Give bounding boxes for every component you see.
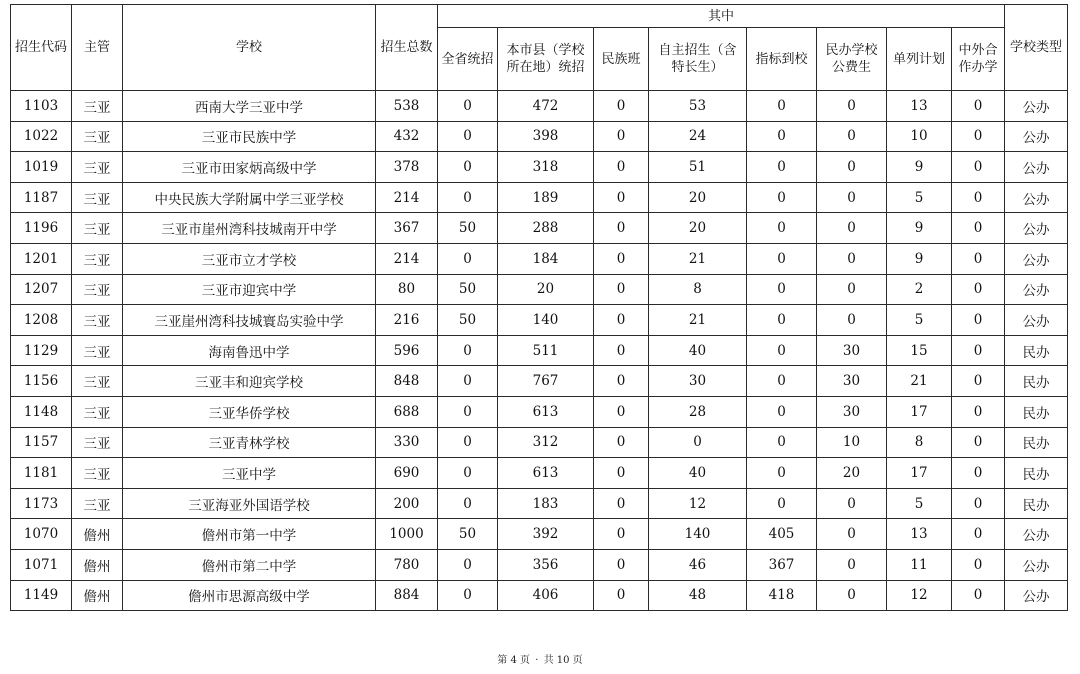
cell-total: 214 bbox=[376, 243, 438, 274]
cell-separate-plan: 9 bbox=[887, 152, 952, 183]
cell-sino-foreign: 0 bbox=[952, 182, 1005, 213]
cell-independent: 51 bbox=[649, 152, 747, 183]
cell-ethnic-class: 0 bbox=[594, 91, 649, 122]
cell-total: 200 bbox=[376, 488, 438, 519]
cell-ethnic-class: 0 bbox=[594, 182, 649, 213]
cell-school-type: 公办 bbox=[1005, 213, 1068, 244]
table-header bbox=[11, 5, 1068, 91]
cell-local-county: 184 bbox=[498, 243, 594, 274]
cell-supervisor: 三亚 bbox=[72, 152, 123, 183]
cell-independent: 40 bbox=[649, 335, 747, 366]
cell-province-unified: 0 bbox=[438, 182, 498, 213]
cell-independent: 12 bbox=[649, 488, 747, 519]
cell-school: 海南鲁迅中学 bbox=[123, 335, 376, 366]
cell-local-county: 318 bbox=[498, 152, 594, 183]
cell-supervisor: 儋州 bbox=[72, 519, 123, 550]
cell-separate-plan: 12 bbox=[887, 580, 952, 611]
cell-school-type: 民办 bbox=[1005, 458, 1068, 489]
page-total: 共 10 页 bbox=[543, 655, 583, 666]
cell-code: 1149 bbox=[11, 580, 72, 611]
cell-supervisor: 三亚 bbox=[72, 182, 123, 213]
cell-private-public-funded: 0 bbox=[817, 580, 887, 611]
cell-local-county: 392 bbox=[498, 519, 594, 550]
cell-separate-plan: 2 bbox=[887, 274, 952, 305]
cell-quota-to-school: 0 bbox=[747, 305, 817, 336]
cell-code: 1070 bbox=[11, 519, 72, 550]
cell-total: 214 bbox=[376, 182, 438, 213]
cell-supervisor: 三亚 bbox=[72, 243, 123, 274]
cell-local-county: 140 bbox=[498, 305, 594, 336]
cell-sino-foreign: 0 bbox=[952, 243, 1005, 274]
cell-province-unified: 0 bbox=[438, 91, 498, 122]
table-body bbox=[11, 91, 1068, 611]
cell-school-type: 公办 bbox=[1005, 152, 1068, 183]
cell-code: 1196 bbox=[11, 213, 72, 244]
cell-total: 848 bbox=[376, 366, 438, 397]
table-row bbox=[11, 305, 1068, 336]
cell-sino-foreign: 0 bbox=[952, 580, 1005, 611]
cell-private-public-funded: 0 bbox=[817, 121, 887, 152]
cell-supervisor: 三亚 bbox=[72, 427, 123, 458]
cell-school-type: 公办 bbox=[1005, 243, 1068, 274]
cell-quota-to-school: 0 bbox=[747, 335, 817, 366]
cell-sino-foreign: 0 bbox=[952, 488, 1005, 519]
cell-local-county: 406 bbox=[498, 580, 594, 611]
cell-private-public-funded: 0 bbox=[817, 549, 887, 580]
table-row bbox=[11, 427, 1068, 458]
cell-school-type: 民办 bbox=[1005, 427, 1068, 458]
header-quota-to-school: 指标到校 bbox=[747, 28, 817, 91]
cell-province-unified: 0 bbox=[438, 458, 498, 489]
cell-independent: 21 bbox=[649, 243, 747, 274]
cell-school: 儋州市思源高级中学 bbox=[123, 580, 376, 611]
cell-sino-foreign: 0 bbox=[952, 213, 1005, 244]
cell-ethnic-class: 0 bbox=[594, 396, 649, 427]
page-footer bbox=[0, 651, 1080, 666]
cell-school: 三亚中学 bbox=[123, 458, 376, 489]
cell-province-unified: 0 bbox=[438, 152, 498, 183]
cell-school-type: 民办 bbox=[1005, 488, 1068, 519]
cell-school: 三亚市立才学校 bbox=[123, 243, 376, 274]
cell-province-unified: 0 bbox=[438, 335, 498, 366]
cell-province-unified: 0 bbox=[438, 396, 498, 427]
cell-sino-foreign: 0 bbox=[952, 305, 1005, 336]
header-ethnic-class: 民族班 bbox=[594, 28, 649, 91]
cell-private-public-funded: 0 bbox=[817, 91, 887, 122]
cell-quota-to-school: 0 bbox=[747, 488, 817, 519]
cell-ethnic-class: 0 bbox=[594, 243, 649, 274]
cell-local-county: 183 bbox=[498, 488, 594, 519]
cell-independent: 8 bbox=[649, 274, 747, 305]
table-row bbox=[11, 519, 1068, 550]
cell-code: 1148 bbox=[11, 396, 72, 427]
header-supervisor: 主管 bbox=[72, 5, 123, 91]
cell-total: 330 bbox=[376, 427, 438, 458]
cell-quota-to-school: 405 bbox=[747, 519, 817, 550]
cell-private-public-funded: 0 bbox=[817, 488, 887, 519]
cell-independent: 48 bbox=[649, 580, 747, 611]
cell-total: 80 bbox=[376, 274, 438, 305]
cell-code: 1173 bbox=[11, 488, 72, 519]
table-row bbox=[11, 121, 1068, 152]
cell-ethnic-class: 0 bbox=[594, 580, 649, 611]
table-row bbox=[11, 213, 1068, 244]
cell-local-county: 767 bbox=[498, 366, 594, 397]
cell-code: 1181 bbox=[11, 458, 72, 489]
cell-total: 596 bbox=[376, 335, 438, 366]
cell-separate-plan: 9 bbox=[887, 213, 952, 244]
cell-separate-plan: 13 bbox=[887, 91, 952, 122]
cell-independent: 30 bbox=[649, 366, 747, 397]
cell-separate-plan: 21 bbox=[887, 366, 952, 397]
cell-sino-foreign: 0 bbox=[952, 549, 1005, 580]
cell-sino-foreign: 0 bbox=[952, 152, 1005, 183]
cell-quota-to-school: 0 bbox=[747, 427, 817, 458]
cell-supervisor: 儋州 bbox=[72, 549, 123, 580]
cell-private-public-funded: 0 bbox=[817, 182, 887, 213]
cell-quota-to-school: 0 bbox=[747, 182, 817, 213]
cell-independent: 40 bbox=[649, 458, 747, 489]
cell-sino-foreign: 0 bbox=[952, 274, 1005, 305]
cell-supervisor: 三亚 bbox=[72, 458, 123, 489]
header-local-county: 本市县（学校所在地）统招 bbox=[498, 28, 594, 91]
cell-code: 1156 bbox=[11, 366, 72, 397]
cell-school-type: 民办 bbox=[1005, 335, 1068, 366]
cell-school: 三亚市崖州湾科技城南开中学 bbox=[123, 213, 376, 244]
cell-sino-foreign: 0 bbox=[952, 396, 1005, 427]
table-row bbox=[11, 182, 1068, 213]
cell-quota-to-school: 0 bbox=[747, 213, 817, 244]
cell-separate-plan: 13 bbox=[887, 519, 952, 550]
cell-province-unified: 0 bbox=[438, 549, 498, 580]
cell-ethnic-class: 0 bbox=[594, 519, 649, 550]
cell-code: 1103 bbox=[11, 91, 72, 122]
cell-quota-to-school: 0 bbox=[747, 274, 817, 305]
cell-school-type: 公办 bbox=[1005, 182, 1068, 213]
table-row bbox=[11, 366, 1068, 397]
cell-quota-to-school: 0 bbox=[747, 366, 817, 397]
table-row bbox=[11, 396, 1068, 427]
cell-ethnic-class: 0 bbox=[594, 549, 649, 580]
cell-separate-plan: 15 bbox=[887, 335, 952, 366]
header-school-type: 学校类型 bbox=[1005, 5, 1068, 91]
cell-sino-foreign: 0 bbox=[952, 121, 1005, 152]
cell-code: 1022 bbox=[11, 121, 72, 152]
cell-private-public-funded: 0 bbox=[817, 213, 887, 244]
cell-province-unified: 0 bbox=[438, 427, 498, 458]
page-number: 第 4 页 bbox=[497, 655, 531, 666]
cell-supervisor: 三亚 bbox=[72, 396, 123, 427]
table-row bbox=[11, 274, 1068, 305]
cell-local-county: 398 bbox=[498, 121, 594, 152]
cell-code: 1207 bbox=[11, 274, 72, 305]
table-row bbox=[11, 91, 1068, 122]
cell-school-type: 公办 bbox=[1005, 91, 1068, 122]
cell-private-public-funded: 0 bbox=[817, 305, 887, 336]
cell-separate-plan: 17 bbox=[887, 458, 952, 489]
cell-private-public-funded: 0 bbox=[817, 274, 887, 305]
cell-quota-to-school: 0 bbox=[747, 458, 817, 489]
cell-province-unified: 50 bbox=[438, 519, 498, 550]
cell-province-unified: 0 bbox=[438, 243, 498, 274]
cell-local-county: 613 bbox=[498, 458, 594, 489]
cell-supervisor: 三亚 bbox=[72, 274, 123, 305]
cell-quota-to-school: 0 bbox=[747, 121, 817, 152]
cell-school: 三亚丰和迎宾学校 bbox=[123, 366, 376, 397]
cell-quota-to-school: 0 bbox=[747, 243, 817, 274]
cell-code: 1157 bbox=[11, 427, 72, 458]
cell-separate-plan: 5 bbox=[887, 305, 952, 336]
cell-independent: 28 bbox=[649, 396, 747, 427]
cell-total: 780 bbox=[376, 549, 438, 580]
cell-school: 三亚市迎宾中学 bbox=[123, 274, 376, 305]
header-total: 招生总数 bbox=[376, 5, 438, 91]
cell-school-type: 民办 bbox=[1005, 366, 1068, 397]
cell-total: 216 bbox=[376, 305, 438, 336]
cell-province-unified: 0 bbox=[438, 580, 498, 611]
cell-supervisor: 三亚 bbox=[72, 335, 123, 366]
cell-province-unified: 50 bbox=[438, 305, 498, 336]
cell-ethnic-class: 0 bbox=[594, 335, 649, 366]
cell-quota-to-school: 0 bbox=[747, 396, 817, 427]
cell-province-unified: 0 bbox=[438, 488, 498, 519]
cell-independent: 53 bbox=[649, 91, 747, 122]
header-code: 招生代码 bbox=[11, 5, 72, 91]
cell-school: 中央民族大学附属中学三亚学校 bbox=[123, 182, 376, 213]
cell-ethnic-class: 0 bbox=[594, 305, 649, 336]
cell-school: 儋州市第一中学 bbox=[123, 519, 376, 550]
cell-ethnic-class: 0 bbox=[594, 488, 649, 519]
cell-local-county: 288 bbox=[498, 213, 594, 244]
cell-sino-foreign: 0 bbox=[952, 91, 1005, 122]
cell-total: 378 bbox=[376, 152, 438, 183]
cell-separate-plan: 5 bbox=[887, 488, 952, 519]
cell-quota-to-school: 418 bbox=[747, 580, 817, 611]
cell-supervisor: 三亚 bbox=[72, 213, 123, 244]
cell-school: 三亚市民族中学 bbox=[123, 121, 376, 152]
header-school: 学校 bbox=[123, 5, 376, 91]
cell-independent: 24 bbox=[649, 121, 747, 152]
page-separator: · bbox=[535, 655, 539, 666]
cell-local-county: 613 bbox=[498, 396, 594, 427]
cell-school-type: 公办 bbox=[1005, 274, 1068, 305]
header-private-public-funded: 民办学校公费生 bbox=[817, 28, 887, 91]
table-row bbox=[11, 458, 1068, 489]
cell-ethnic-class: 0 bbox=[594, 274, 649, 305]
cell-separate-plan: 8 bbox=[887, 427, 952, 458]
cell-school-type: 公办 bbox=[1005, 305, 1068, 336]
cell-separate-plan: 11 bbox=[887, 549, 952, 580]
cell-supervisor: 三亚 bbox=[72, 488, 123, 519]
table-row bbox=[11, 580, 1068, 611]
cell-code: 1019 bbox=[11, 152, 72, 183]
cell-ethnic-class: 0 bbox=[594, 213, 649, 244]
cell-private-public-funded: 30 bbox=[817, 335, 887, 366]
cell-school: 西南大学三亚中学 bbox=[123, 91, 376, 122]
cell-independent: 21 bbox=[649, 305, 747, 336]
cell-total: 367 bbox=[376, 213, 438, 244]
cell-school: 儋州市第二中学 bbox=[123, 549, 376, 580]
cell-independent: 46 bbox=[649, 549, 747, 580]
cell-private-public-funded: 30 bbox=[817, 396, 887, 427]
cell-separate-plan: 5 bbox=[887, 182, 952, 213]
cell-school: 三亚崖州湾科技城寰岛实验中学 bbox=[123, 305, 376, 336]
cell-sino-foreign: 0 bbox=[952, 366, 1005, 397]
cell-quota-to-school: 367 bbox=[747, 549, 817, 580]
cell-independent: 140 bbox=[649, 519, 747, 550]
cell-school: 三亚华侨学校 bbox=[123, 396, 376, 427]
cell-quota-to-school: 0 bbox=[747, 91, 817, 122]
table-row bbox=[11, 549, 1068, 580]
header-separate-plan: 单列计划 bbox=[887, 28, 952, 91]
cell-total: 690 bbox=[376, 458, 438, 489]
cell-supervisor: 三亚 bbox=[72, 366, 123, 397]
cell-local-county: 189 bbox=[498, 182, 594, 213]
cell-sino-foreign: 0 bbox=[952, 335, 1005, 366]
cell-code: 1071 bbox=[11, 549, 72, 580]
cell-private-public-funded: 0 bbox=[817, 243, 887, 274]
cell-school-type: 公办 bbox=[1005, 549, 1068, 580]
cell-supervisor: 三亚 bbox=[72, 305, 123, 336]
cell-total: 884 bbox=[376, 580, 438, 611]
cell-school-type: 公办 bbox=[1005, 580, 1068, 611]
cell-sino-foreign: 0 bbox=[952, 458, 1005, 489]
cell-ethnic-class: 0 bbox=[594, 152, 649, 183]
cell-quota-to-school: 0 bbox=[747, 152, 817, 183]
cell-province-unified: 0 bbox=[438, 366, 498, 397]
cell-province-unified: 50 bbox=[438, 274, 498, 305]
cell-school: 三亚青林学校 bbox=[123, 427, 376, 458]
cell-ethnic-class: 0 bbox=[594, 121, 649, 152]
cell-supervisor: 三亚 bbox=[72, 91, 123, 122]
header-group-among: 其中 bbox=[438, 5, 1005, 28]
table-row bbox=[11, 335, 1068, 366]
cell-independent: 20 bbox=[649, 213, 747, 244]
cell-local-county: 20 bbox=[498, 274, 594, 305]
header-independent: 自主招生（含特长生） bbox=[649, 28, 747, 91]
cell-code: 1208 bbox=[11, 305, 72, 336]
cell-total: 538 bbox=[376, 91, 438, 122]
cell-private-public-funded: 30 bbox=[817, 366, 887, 397]
table-row bbox=[11, 152, 1068, 183]
cell-local-county: 312 bbox=[498, 427, 594, 458]
cell-sino-foreign: 0 bbox=[952, 427, 1005, 458]
table-row bbox=[11, 243, 1068, 274]
admissions-table bbox=[10, 4, 1068, 611]
cell-private-public-funded: 0 bbox=[817, 519, 887, 550]
table-row bbox=[11, 488, 1068, 519]
cell-independent: 0 bbox=[649, 427, 747, 458]
cell-code: 1187 bbox=[11, 182, 72, 213]
cell-total: 432 bbox=[376, 121, 438, 152]
header-sino-foreign: 中外合作办学 bbox=[952, 28, 1005, 91]
cell-separate-plan: 9 bbox=[887, 243, 952, 274]
cell-sino-foreign: 0 bbox=[952, 519, 1005, 550]
cell-local-county: 472 bbox=[498, 91, 594, 122]
cell-code: 1129 bbox=[11, 335, 72, 366]
cell-independent: 20 bbox=[649, 182, 747, 213]
cell-school-type: 公办 bbox=[1005, 519, 1068, 550]
cell-province-unified: 0 bbox=[438, 121, 498, 152]
cell-school: 三亚市田家炳高级中学 bbox=[123, 152, 376, 183]
cell-separate-plan: 10 bbox=[887, 121, 952, 152]
cell-school-type: 民办 bbox=[1005, 396, 1068, 427]
cell-private-public-funded: 20 bbox=[817, 458, 887, 489]
cell-supervisor: 三亚 bbox=[72, 121, 123, 152]
cell-ethnic-class: 0 bbox=[594, 427, 649, 458]
cell-private-public-funded: 0 bbox=[817, 152, 887, 183]
cell-code: 1201 bbox=[11, 243, 72, 274]
header-province-unified: 全省统招 bbox=[438, 28, 498, 91]
cell-total: 1000 bbox=[376, 519, 438, 550]
cell-ethnic-class: 0 bbox=[594, 458, 649, 489]
cell-total: 688 bbox=[376, 396, 438, 427]
cell-private-public-funded: 10 bbox=[817, 427, 887, 458]
cell-school: 三亚海亚外国语学校 bbox=[123, 488, 376, 519]
cell-supervisor: 儋州 bbox=[72, 580, 123, 611]
cell-school-type: 公办 bbox=[1005, 121, 1068, 152]
cell-ethnic-class: 0 bbox=[594, 366, 649, 397]
cell-local-county: 356 bbox=[498, 549, 594, 580]
cell-local-county: 511 bbox=[498, 335, 594, 366]
cell-province-unified: 50 bbox=[438, 213, 498, 244]
cell-separate-plan: 17 bbox=[887, 396, 952, 427]
